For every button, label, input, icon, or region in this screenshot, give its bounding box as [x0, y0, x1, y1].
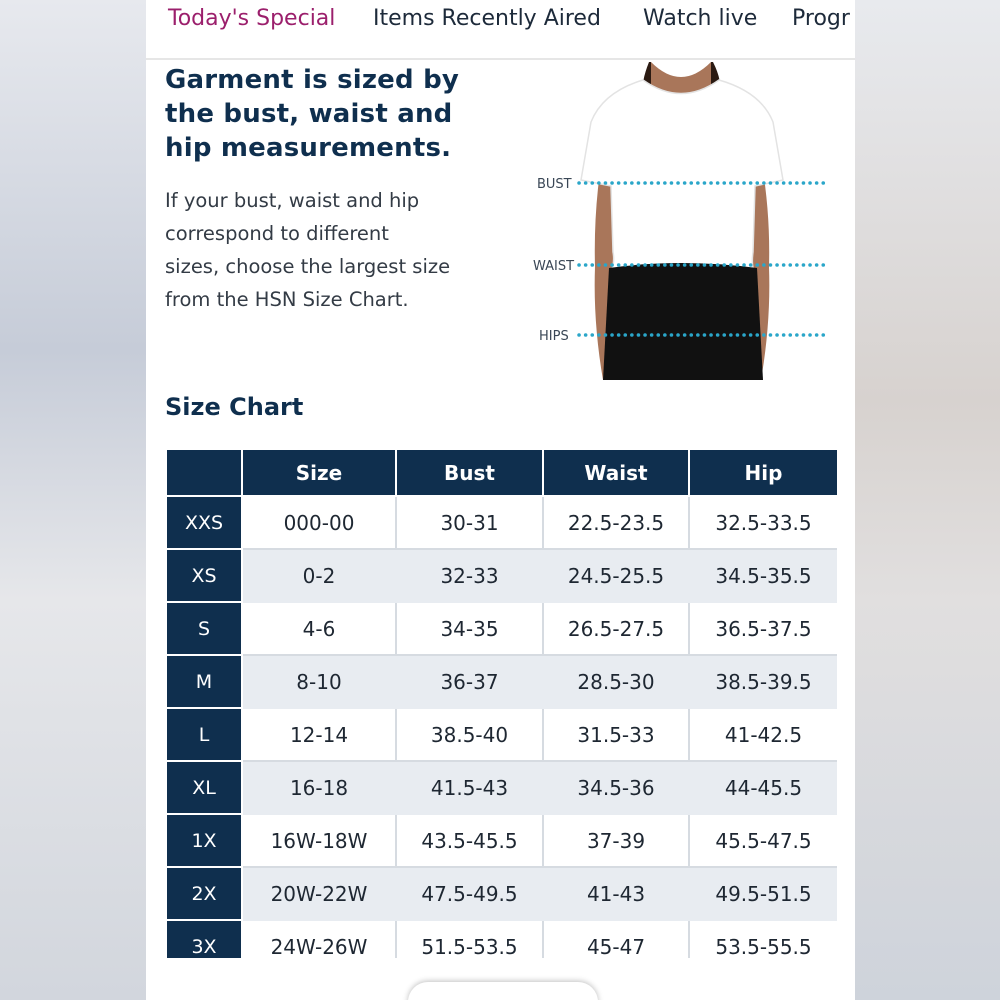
row-label: XL — [166, 761, 242, 814]
table-cell: 53.5-55.5 — [689, 920, 837, 958]
table-row — [166, 761, 837, 814]
table-row — [166, 708, 837, 761]
column-header-waist: Waist — [543, 449, 689, 496]
hips-label: HIPS — [539, 329, 569, 344]
bust-label: BUST — [537, 177, 572, 192]
table-row — [166, 655, 837, 708]
row-label: 1X — [166, 814, 242, 867]
table-cell: 32-33 — [396, 549, 543, 602]
nav-items-recently-aired[interactable]: Items Recently Aired — [373, 6, 601, 31]
top-nav — [146, 0, 855, 60]
table-cell: 20W-22W — [242, 867, 396, 920]
size-chart-container — [165, 448, 837, 958]
table-cell: 8-10 — [242, 655, 396, 708]
row-label: 3X — [166, 920, 242, 958]
row-label: XS — [166, 549, 242, 602]
table-corner-cell — [166, 449, 242, 496]
table-cell: 4-6 — [242, 602, 396, 655]
table-row — [166, 496, 837, 549]
table-cell: 26.5-27.5 — [543, 602, 689, 655]
table-cell: 38.5-39.5 — [689, 655, 837, 708]
nav-todays-special[interactable]: Today's Special — [168, 6, 336, 31]
table-cell: 32.5-33.5 — [689, 496, 837, 549]
table-row — [166, 867, 837, 920]
table-cell: 36.5-37.5 — [689, 602, 837, 655]
sizing-instructions — [165, 184, 495, 316]
column-header-size: Size — [242, 449, 396, 496]
table-cell: 16W-18W — [242, 814, 396, 867]
table-cell: 41.5-43 — [396, 761, 543, 814]
table-cell: 41-43 — [543, 867, 689, 920]
table-cell: 41-42.5 — [689, 708, 837, 761]
background-left — [0, 0, 146, 1000]
instruction-line: from the HSN Size Chart. — [165, 288, 409, 311]
table-cell: 49.5-51.5 — [689, 867, 837, 920]
column-header-hip: Hip — [689, 449, 837, 496]
row-label: L — [166, 708, 242, 761]
table-cell: 16-18 — [242, 761, 396, 814]
table-cell: 0-2 — [242, 549, 396, 602]
bottom-floating-button[interactable] — [408, 982, 598, 1000]
size-chart-title: Size Chart — [165, 393, 304, 421]
table-cell: 31.5-33 — [543, 708, 689, 761]
table-cell: 28.5-30 — [543, 655, 689, 708]
instruction-line: If your bust, waist and hip — [165, 189, 420, 212]
background-right — [855, 0, 1000, 1000]
table-cell: 30-31 — [396, 496, 543, 549]
waist-label: WAIST — [533, 259, 575, 274]
table-row — [166, 920, 837, 958]
headline-line: hip measurements. — [165, 133, 452, 163]
headline-line: the bust, waist and — [165, 99, 453, 129]
nav-programs[interactable]: Progr — [792, 6, 850, 31]
table-cell: 24W-26W — [242, 920, 396, 958]
table-cell: 37-39 — [543, 814, 689, 867]
sizing-headline — [165, 63, 485, 165]
headline-line: Garment is sized by — [165, 65, 460, 95]
measurement-figure — [531, 62, 831, 382]
table-header-row — [166, 449, 837, 496]
table-cell: 45-47 — [543, 920, 689, 958]
table-row — [166, 814, 837, 867]
instruction-line: correspond to different — [165, 222, 389, 245]
table-cell: 34.5-35.5 — [689, 549, 837, 602]
table-cell: 22.5-23.5 — [543, 496, 689, 549]
row-label: XXS — [166, 496, 242, 549]
row-label: M — [166, 655, 242, 708]
pants-shape — [603, 263, 763, 380]
table-row — [166, 549, 837, 602]
table-cell: 47.5-49.5 — [396, 867, 543, 920]
table-cell: 24.5-25.5 — [543, 549, 689, 602]
instruction-line: sizes, choose the largest size — [165, 255, 451, 278]
table-row — [166, 602, 837, 655]
table-cell: 51.5-53.5 — [396, 920, 543, 958]
nav-watch-live[interactable]: Watch live — [643, 6, 758, 31]
table-cell: 45.5-47.5 — [689, 814, 837, 867]
table-cell: 36-37 — [396, 655, 543, 708]
table-cell: 43.5-45.5 — [396, 814, 543, 867]
table-cell: 44-45.5 — [689, 761, 837, 814]
row-label: 2X — [166, 867, 242, 920]
table-cell: 34-35 — [396, 602, 543, 655]
row-label: S — [166, 602, 242, 655]
table-cell: 000-00 — [242, 496, 396, 549]
table-cell: 38.5-40 — [396, 708, 543, 761]
size-chart-table — [165, 448, 837, 958]
table-cell: 34.5-36 — [543, 761, 689, 814]
table-cell: 12-14 — [242, 708, 396, 761]
size-guide-page — [146, 0, 855, 1000]
column-header-bust: Bust — [396, 449, 543, 496]
